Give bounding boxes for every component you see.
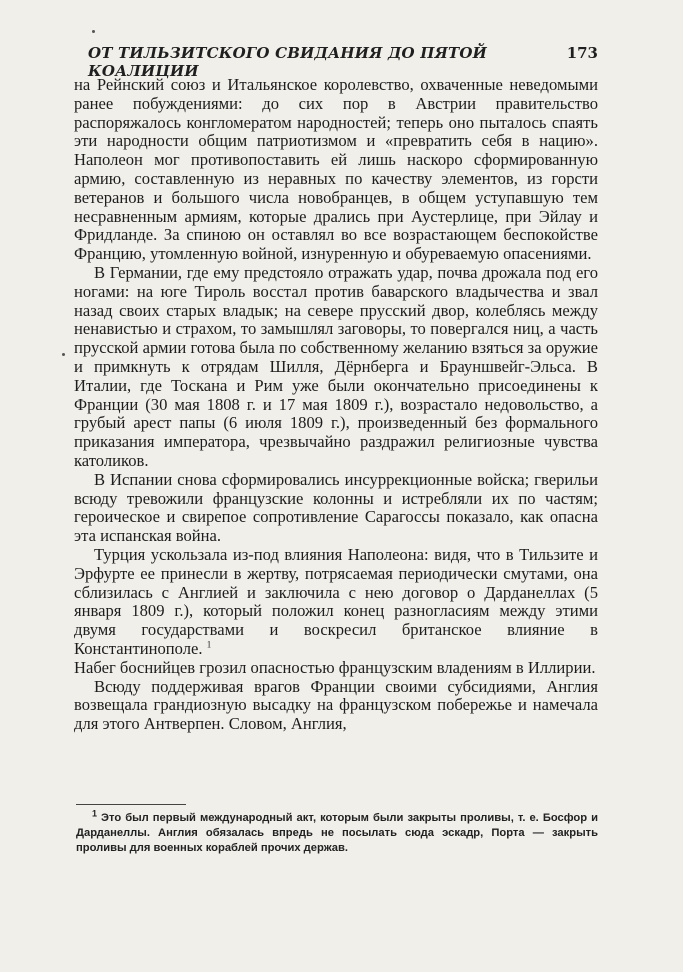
- paragraph-2: В Германии, где ему предстояло отражать удар, почва дрожала под его ногами: на юге Тироль восстал против баварского владычества и звал назад своих старых владык; на севере прусский двор, колеблясь между ненавистью и страхом, то замышлял заговоры, то повергался ниц, а часть прусской армии готова была по собственному желанию взяться за оружие и примкнуть к отрядам Шилля, Дёрнберга и Брауншвейг-Эльса. В Италии, где Тоскана и Рим уже были окончательно присоединены к Франции (30 мая 1808 г. и 17 мая 1809 г.), возрастало недовольство, а грубый арест папы (6 июля 1809 г.), произведенный без формального приказания императора, чрезвычайно раздражил религиозные чувства католиков.: [74, 262, 598, 470]
- main-text: [74, 76, 598, 734]
- page-number: 173: [566, 44, 598, 62]
- footnote: [76, 808, 598, 856]
- paragraph-4: [74, 546, 598, 659]
- running-title: ОТ ТИЛЬЗИТСКОГО СВИДАНИЯ ДО ПЯТОЙ КОАЛИЦИИ: [88, 44, 488, 80]
- margin-speck: [92, 30, 95, 33]
- footnote-separator: [76, 804, 186, 805]
- paragraph-6: Всюду поддерживая врагов Франции своими субсидиями, Англия возвещала грандиозную высадку на французском побережье и намечала для этого Антверпен. Словом, Англия,: [74, 676, 598, 734]
- margin-speck: [62, 353, 65, 356]
- paragraph-1: на Рейнский союз и Итальянское королевство, охваченные неведомыми ранее побуждениями: до сих пор в Австрии правительство распоряжалось конгломератом народностей; теперь оно пыталось спаять эти народности общим патриотизмом и «превратить себя в нацию». Наполеон мог противопоставить ей лишь наскоро сформированную армию, составленную из неравных по качеству элементов, из горсти ветеранов и большого числа новобранцев, в общем уступавшую тем несравненным армиям, которые дрались при Аустерлице, при Эйлау и Фридланде. За спиною он оставлял во все возрастающем беспокойстве Францию, утомленную войной, изнуренную и обуреваемую опасениями.: [74, 75, 598, 264]
- footnote-reference: 1: [206, 639, 212, 650]
- paragraph-4-text: Турция ускользала из-под влияния Наполеона: видя, что в Тильзите и Эрфурте ее принесли в жертву, потрясаемая периодически смутами, она сблизилась с Англией и заключила с нею договор о Дарданеллах (5 января 1809 г.), который положил конец разногласиям между этими двумя государствами и воскресил британское влияние в Константинополе.: [74, 544, 598, 658]
- paragraph-5: Набег боснийцев грозил опасностью французским владениям в Иллирии.: [74, 657, 596, 677]
- footnote-paragraph: [76, 808, 598, 856]
- footnote-marker: 1: [92, 808, 98, 819]
- footnote-text: Это был первый международный акт, которым были закрыты проливы, т. е. Босфор и Дарданеллы. Англия обязалась впредь не посылать сюда эскадр, Порта — закрыть проливы для военных кораблей прочих держав.: [76, 812, 598, 854]
- paragraph-3: В Испании снова сформировались инсуррекционные войска; гверильи всюду тревожили французские колонны и истребляли их по частям; героическое и свирепое сопротивление Сарагоссы показало, как опасна эта испанская война.: [74, 469, 598, 546]
